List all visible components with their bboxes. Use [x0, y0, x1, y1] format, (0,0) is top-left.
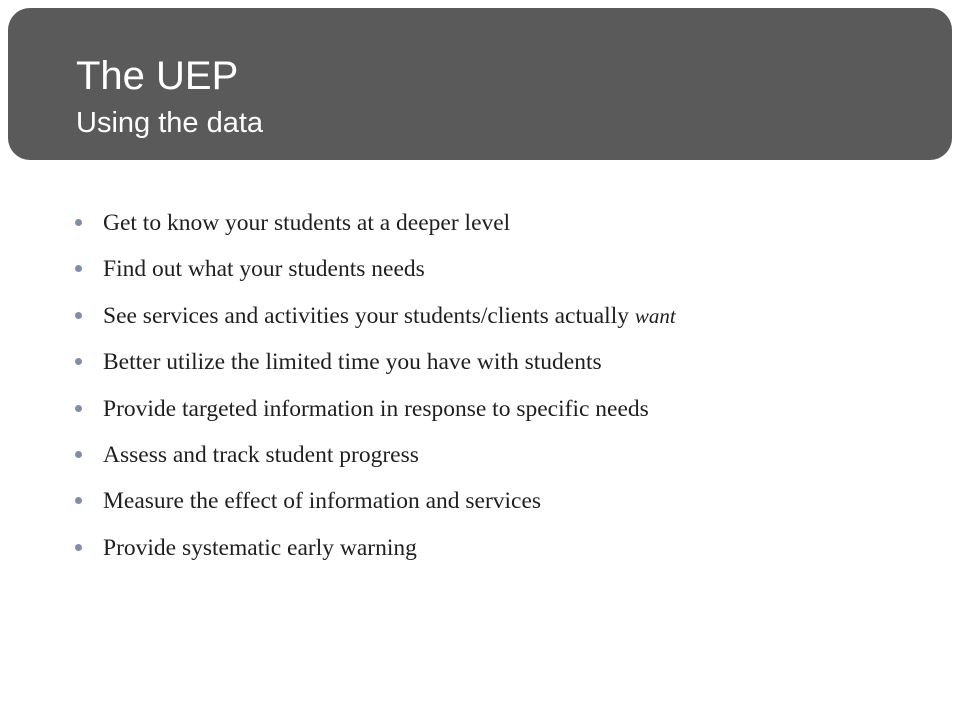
bullet-item [0, 525, 960, 571]
bullet-text-emphasis: want [634, 303, 676, 328]
bullet-text-main: Better utilize the limited time you have with students [103, 349, 602, 376]
bullet-text-main: Provide systematic early warning [103, 534, 417, 561]
bullet-item [0, 246, 960, 292]
bullet-text [103, 386, 649, 432]
bullet-item [0, 478, 960, 524]
bullet-text-main: Measure the effect of information and services [103, 488, 542, 515]
bullet-text-main: Assess and track student progress [103, 441, 419, 468]
bullet-item [0, 200, 960, 246]
bullet-text-main: Get to know your students at a deeper level [103, 210, 511, 236]
bullet-icon [75, 265, 82, 272]
bullet-list [0, 200, 960, 571]
bullet-text [103, 339, 602, 385]
bullet-text [103, 478, 541, 524]
bullet-icon [75, 544, 82, 551]
title-banner [8, 8, 952, 160]
bullet-icon [75, 219, 82, 226]
bullet-item [0, 339, 960, 385]
bullet-text [103, 246, 425, 292]
slide-title: The UEP [76, 54, 239, 98]
bullet-item [0, 293, 960, 339]
slide-subtitle: Using the data [76, 107, 264, 139]
bullet-text [103, 432, 419, 478]
bullet-icon [75, 497, 82, 504]
bullet-text-main: See services and activities your students/clients actually [103, 302, 635, 329]
bullet-item [0, 432, 960, 478]
bullet-text [103, 525, 417, 571]
bullet-icon [75, 312, 82, 319]
bullet-text [103, 293, 676, 339]
bullet-icon [75, 358, 82, 365]
bullet-item [0, 386, 960, 432]
bullet-text-main: Find out what your students needs [103, 256, 425, 283]
bullet-icon [75, 405, 82, 412]
bullet-text-main: Provide targeted information in response to specific needs [103, 395, 649, 422]
bullet-text [103, 200, 510, 246]
bullet-icon [75, 451, 82, 458]
